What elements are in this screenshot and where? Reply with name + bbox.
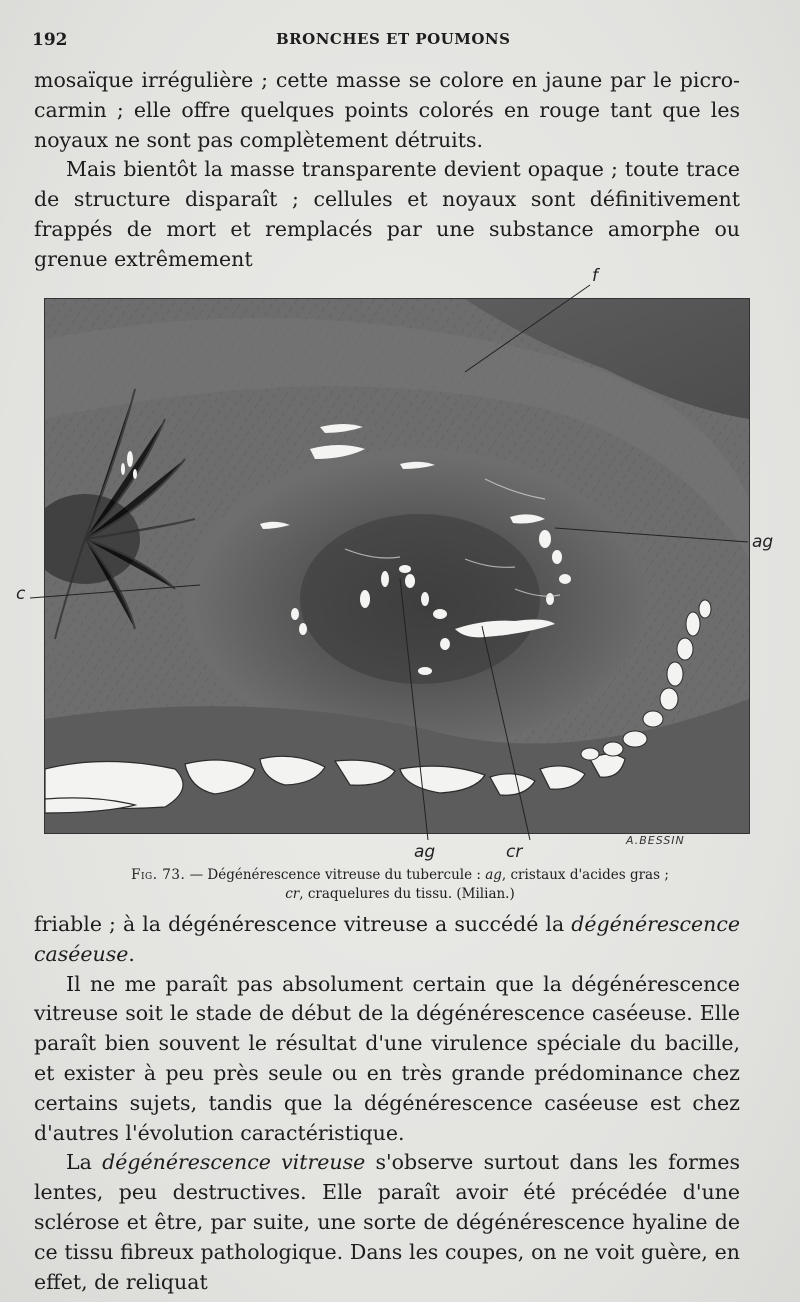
caption-ag: ag	[485, 867, 502, 883]
label-ag-right: ag	[752, 532, 774, 552]
paragraph-opaque-mass: Mais bientôt la masse transparente devient opaque ; toute trace de structure disparaît ; cellules et noyaux sont définitivement frappés de mort et remplacés par une substance amorphe ou grenue extrêmement	[34, 157, 740, 271]
p3-emphasis: dégénérescence vitreuse	[102, 1150, 366, 1175]
p1-emphasis: dégénérescence caséeuse	[34, 912, 740, 966]
caption-text-a: Dégénérescence vitreuse du tubercule :	[207, 867, 486, 883]
top-text-block	[34, 66, 740, 275]
figure-caption	[40, 866, 760, 904]
label-cr-bottom: cr	[506, 842, 523, 862]
caption-text-c: , craquelures du tissu. (Milian.)	[299, 886, 515, 902]
artist-signature: A.BESSIN	[626, 834, 685, 847]
figure-73-illustration	[44, 298, 750, 834]
paragraph-continued: mosaïque irrégulière ; cette masse se colore en jaune par le picro-carmin ; elle offre quelques points colorés en rouge tant que les noyaux ne sont pas complètement détruits.	[34, 68, 740, 152]
label-c-left: c	[16, 584, 26, 604]
paragraph-vitreous	[34, 1148, 740, 1297]
running-title: BRONCHES ET POUMONS	[276, 30, 511, 48]
caption-dash: —	[185, 867, 208, 883]
tubercle-center-dark	[300, 514, 540, 684]
paragraph-friable	[34, 910, 740, 970]
p1-end: .	[128, 941, 135, 966]
p1-start: friable ; à la dégénérescence vitreuse a succédé la	[34, 912, 572, 936]
caption-cr: cr	[285, 886, 300, 902]
running-head	[32, 28, 752, 54]
p3-end: s'observe surtout dans les formes lentes, peu destructives. Elle paraît avoir été précédée d'une sclérose et être, par suite, une sorte de dégénérescence hyaline de ce tissu fibreux pathologique. Dans les coupes, on ne voit guère, en effet, de reliquat	[34, 1150, 741, 1294]
tissue-drawing	[45, 299, 749, 833]
paragraph-uncertain: Il ne me paraît pas absolument certain que la dégénérescence vitreuse soit le stade de début de la dégénérescence caséeuse. Elle paraît bien souvent le résultat d'une virulence spéciale du bacille, et exister à peu près seule ou en très grande prédominance chez certains sujets, tandis que la dégénérescence caséeuse est chez d'autres l'évolution caractéristique.	[34, 971, 740, 1145]
p3-start: La	[66, 1150, 103, 1175]
caption-figure-number: Fig. 73.	[131, 867, 186, 883]
page-number: 192	[32, 30, 68, 50]
label-f: f	[592, 266, 598, 286]
bottom-text-block	[34, 910, 740, 1297]
caption-text-b: , cristaux d'acides gras ;	[501, 867, 669, 883]
label-ag-bottom: ag	[414, 842, 436, 862]
